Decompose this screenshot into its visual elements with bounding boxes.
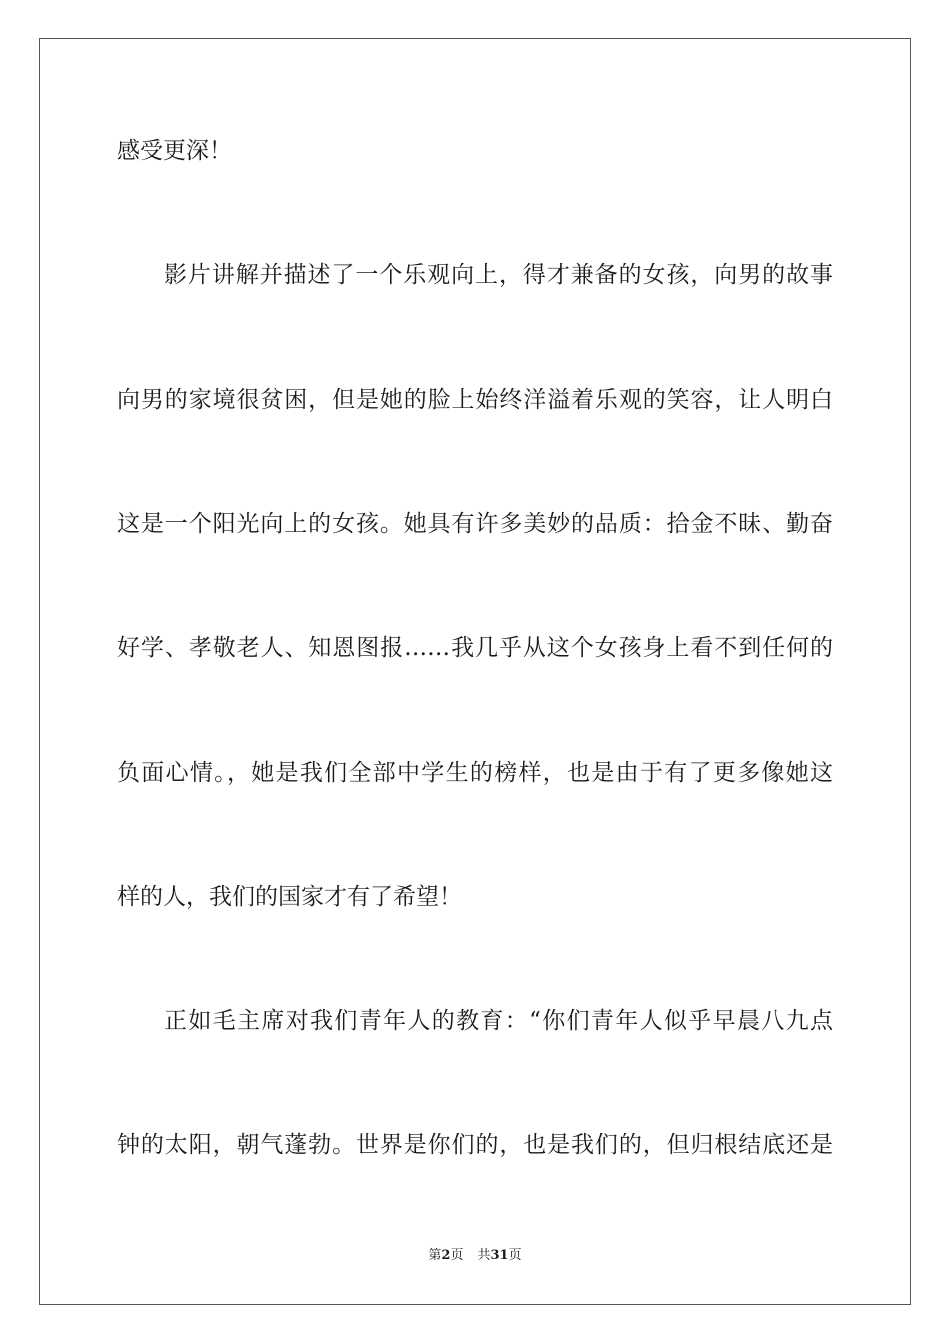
total-pages: 31 [490,1248,509,1263]
page-frame [39,38,911,1305]
text-line-7: 样的人，我们的国家才有了希望！ [117,884,462,910]
text-line-5: 好学、孝敬老人、知恩图报……我几乎从这个女孩身上看不到任何的 [117,635,833,661]
page-footer [0,1247,950,1265]
total-suffix: 页 [508,1248,522,1263]
text-line-3: 向男的家境很贫困，但是她的脸上始终洋溢着乐观的笑容，让人明白 [117,387,833,413]
page-prefix: 第 [428,1248,442,1263]
page-suffix: 页 [450,1248,464,1263]
text-line-8: 正如毛主席对我们青年人的教育：“你们青年人似乎早晨八九点 [164,1008,833,1034]
text-line-1: 感受更深！ [117,138,232,164]
text-line-4: 这是一个阳光向上的女孩。她具有许多美妙的品质：拾金不昧、勤奋 [117,511,833,537]
text-line-6: 负面心情。，她是我们全部中学生的榜样，也是由于有了更多像她这 [117,760,833,786]
text-line-2: 影片讲解并描述了一个乐观向上，得才兼备的女孩，向男的故事 [164,262,833,288]
total-prefix: 共 [477,1248,491,1263]
page-number: 2 [441,1248,451,1263]
text-line-9: 钟的太阳，朝气蓬勃。世界是你们的，也是我们的，但归根结底还是 [117,1132,833,1158]
